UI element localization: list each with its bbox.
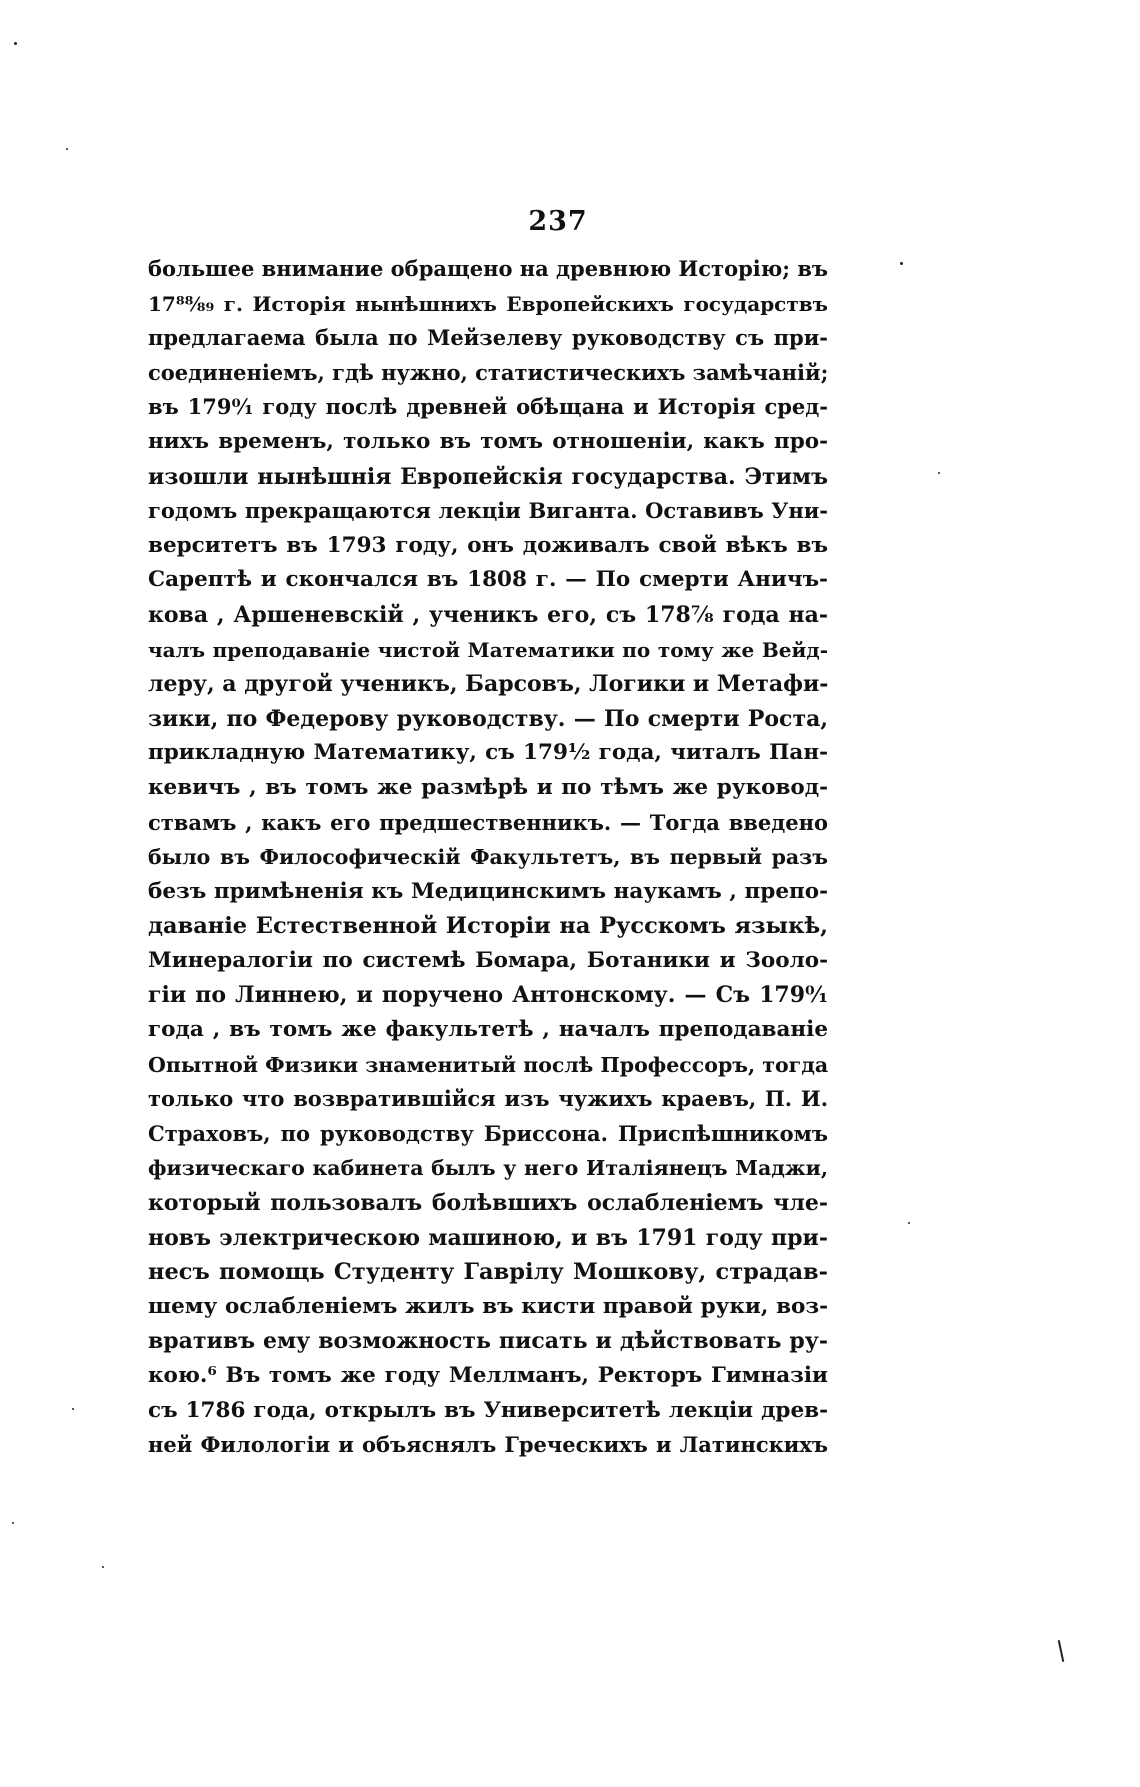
text-line: кевичъ , въ томъ же размѣрѣ и по тѣмъ же руковод-: [148, 774, 828, 800]
text-line: Минералогіи по системѣ Бомара, Ботаники и Зооло-: [148, 947, 828, 973]
text-line: Опытной Физики знаменитый послѣ Профессоръ, тогда: [148, 1052, 829, 1077]
text-line: въ 179⁰⁄₁ году послѣ древней обѣщана и Исторія сред-: [148, 394, 828, 420]
text-line: вративъ ему возможность писать и дѣйствовать ру-: [148, 1328, 828, 1355]
text-line: несъ помощь Студенту Гаврілу Мошкову, страдав-: [148, 1259, 828, 1286]
text-line: ней Филологіи и объяснялъ Греческихъ и Латинскихъ: [148, 1432, 828, 1458]
text-line: соединеніемъ, гдѣ нужно, статистическихъ замѣчаній;: [148, 359, 829, 385]
text-line: даваніе Естественной Исторіи на Русскомъ языкѣ,: [148, 913, 828, 940]
text-line: годомъ прекращаются лекціи Виганта. Оставивъ Уни-: [148, 498, 828, 524]
text-line: кою.⁶ Въ томъ же году Меллманъ, Ректоръ Гимназіи: [148, 1363, 828, 1388]
text-line: зики, по Федерову руководству. — По смерти Роста,: [148, 705, 828, 732]
text-line: шему ослабленіемъ жилъ въ кисти правой руки, воз-: [148, 1293, 828, 1319]
text-line: предлагаема была по Мейзелеву руководству съ при-: [148, 325, 828, 351]
scan-speck: [900, 262, 903, 265]
scan-scratch: [1058, 1640, 1065, 1662]
text-line: съ 1786 года, открылъ въ Университетѣ лекціи древ-: [148, 1397, 828, 1423]
text-line: физическаго кабинета былъ у него Италіянецъ Маджи,: [148, 1156, 828, 1181]
scan-speck: [14, 42, 17, 45]
text-line: только что возвратившійся изъ чужихъ краевъ, П. И.: [148, 1086, 828, 1112]
text-line: было въ Философическій Факультетъ, въ первый разъ: [148, 845, 828, 870]
scan-speck: [908, 1222, 910, 1224]
text-line: 17⁸⁸⁄₈₉ г. Исторія нынѣшнихъ Европейскихъ государствъ: [148, 291, 828, 316]
text-line: гіи по Линнею, и поручено Антонскому. — Съ 179⁰⁄₁: [148, 982, 828, 1009]
body-text: [148, 252, 828, 1463]
text-line: изошли нынѣшнія Европейскія государства. Этимъ: [148, 463, 828, 490]
text-line: большее внимание обращено на древнюю Исторію; въ: [148, 256, 829, 281]
text-line: который пользовалъ болѣвшихъ ослабленіемъ чле-: [148, 1190, 828, 1217]
text-line: чалъ преподаваніе чистой Математики по тому же Вейд-: [148, 637, 828, 662]
page-number: 237: [528, 206, 588, 237]
text-line: новъ электрическою машиною, и въ 1791 году при-: [148, 1224, 828, 1251]
text-line: кова , Аршеневскій , ученикъ его, съ 178⁷⁄₈ года на-: [148, 601, 828, 628]
text-line: безъ примѣненія къ Медицинскимъ наукамъ , препо-: [148, 878, 828, 904]
scan-speck: [102, 1566, 104, 1568]
text-line: Страховъ, по руководству Бриссона. Приспѣшникомъ: [148, 1120, 828, 1146]
text-line: верситетъ въ 1793 году, онъ доживалъ свой вѣкъ въ: [148, 532, 828, 558]
scan-speck: [66, 148, 68, 150]
text-line: ствамъ , какъ его предшественникъ. — Тогда введено: [148, 809, 828, 835]
text-line: нихъ временъ, только въ томъ отношеніи, какъ про-: [148, 428, 828, 454]
text-line: прикладную Математику, съ 179¹⁄₂ года, читалъ Пан-: [148, 740, 828, 766]
text-line: леру, а другой ученикъ, Барсовъ, Логики и Метафи-: [148, 671, 829, 698]
text-line: Сарептѣ и скончался въ 1808 г. — По смерти Аничъ-: [148, 567, 828, 593]
scan-speck: [938, 472, 940, 474]
text-line: года , въ томъ же факультетѣ , началъ преподаваніе: [148, 1017, 828, 1043]
scan-speck: [12, 1522, 14, 1524]
scan-speck: [72, 1408, 74, 1410]
